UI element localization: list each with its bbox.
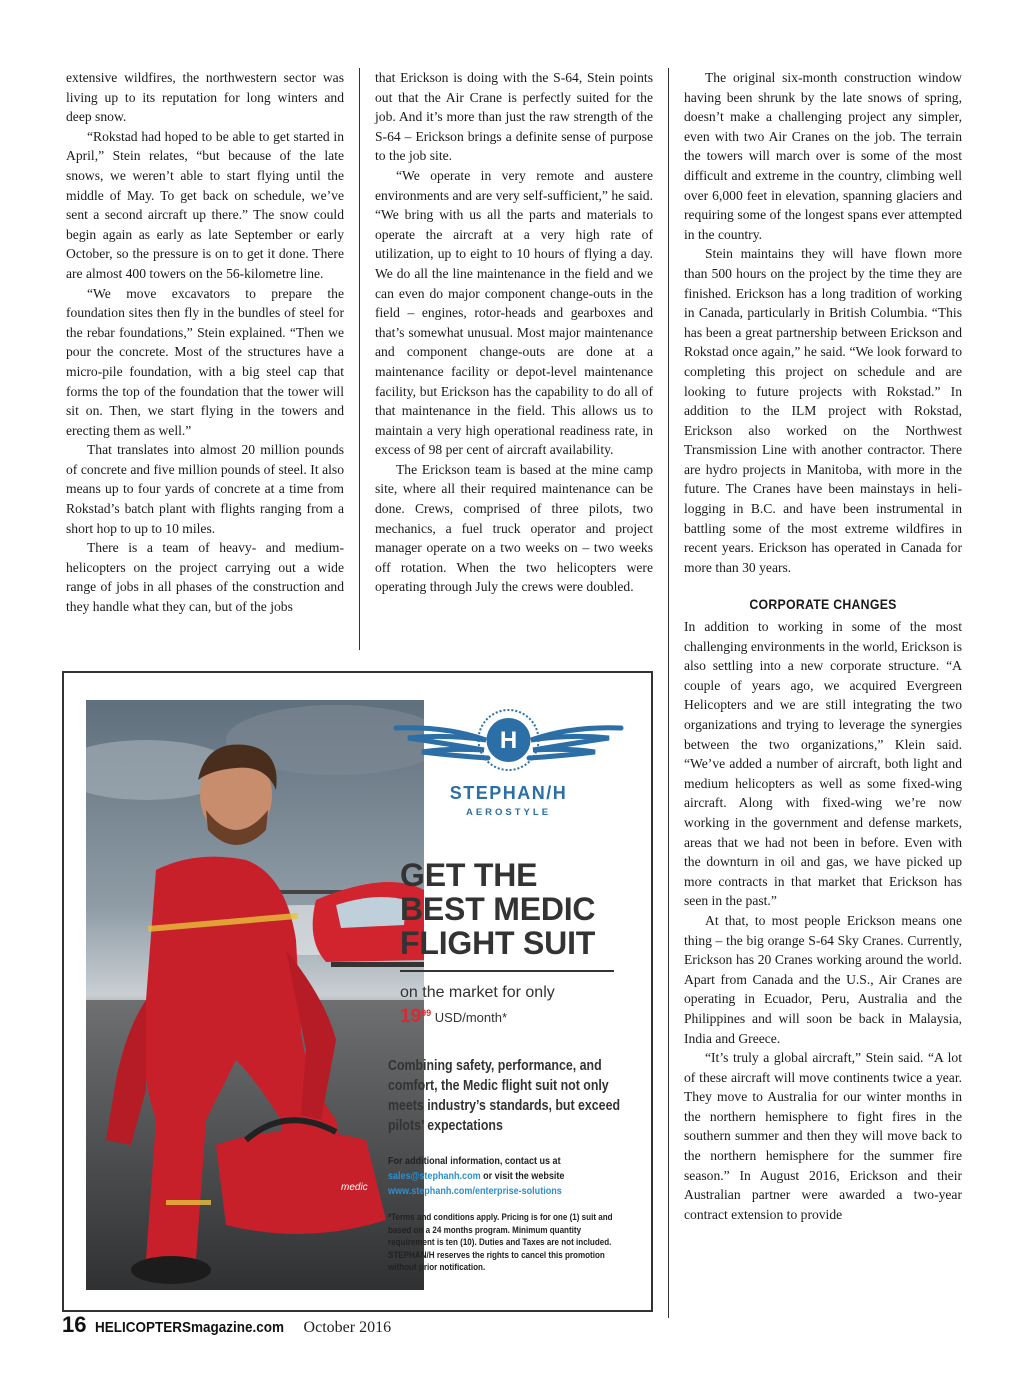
price-unit: USD/month* — [434, 1010, 508, 1025]
article-column-2 — [375, 68, 653, 597]
contact-info — [388, 1154, 620, 1199]
paragraph: The original six-month construction window having been shrunk by the late snows of spring, doesn’t make a challenging project any simpler, even with two Air Cranes on the job. The terrain the towers will march over is some of the most difficult and extreme in the country, climbing well over 6,000 feet in elevation, spanning glaciers and requiring some of the longest spans ever attempted in the country. — [684, 70, 962, 242]
paragraph: that Erickson is doing with the S-64, Stein points out that the Air Crane is perfectly suited for the job. And it’s more than just the raw strength of the S-64 – Erickson brings a definite sense of purpose to the job site. — [375, 70, 653, 164]
advertisement[interactable] — [62, 671, 653, 1312]
article-column-1 — [66, 68, 344, 617]
article-column-3 — [684, 68, 962, 1224]
page-number: 16 — [62, 1312, 87, 1337]
issue-date: October 2016 — [303, 1319, 392, 1336]
price-whole: 19 — [400, 1006, 422, 1027]
column-divider — [668, 68, 669, 1318]
brand-name: STEPHAN/H — [449, 783, 568, 803]
ad-divider — [400, 970, 614, 972]
page-footer — [62, 1312, 391, 1342]
market-text: on the market for only — [400, 984, 555, 1001]
svg-text:H: H — [499, 727, 518, 754]
bag-label: medic — [341, 1182, 368, 1193]
website-link[interactable]: www.stephanh.com/enterprise-solutions — [388, 1185, 562, 1197]
flight-suit-model-illustration — [86, 700, 424, 1290]
brand-tagline: AEROSTYLE — [465, 807, 552, 818]
column-divider — [359, 68, 360, 650]
headline-line: BEST MEDIC — [400, 891, 596, 927]
ad-photo — [86, 700, 424, 1290]
headline-line: GET THE — [400, 857, 538, 893]
paragraph: In addition to working in some of the most challenging environments in the world, Erickson is also settling into a new corporate structure. “A couple of years ago, we acquired Evergreen Helicopters and we are still integrating the two organizations and trying to leverage the synergies between the two organizations,” Klein said. “We’ve added a number of aircraft, both light and medium helicopters as well as some fixed-wing aircraft. Along with fixed-wing we’re now working in the government and defense markets, areas that we had not been in before. Even with the downturn in oil and gas, we have picked up more contracts in that market that Erickson has seen in the past.” — [684, 619, 962, 909]
price-cents: 99 — [421, 1008, 432, 1018]
brand-logo — [386, 700, 631, 818]
ad-headline — [400, 858, 631, 960]
terms-text: *Terms and conditions apply. Pricing is for one (1) suit and based on a 24 months program. Minimum quantity requirement is ten (10). Duties and Taxes are not included. STEPHAN/H reserves the rights to cancel this promotion without prior notification. — [388, 1211, 613, 1272]
paragraph: Stein maintains they will have flown more than 500 hours on the project by the time they are finished. Erickson has a long tradition of working in Canada, particularly in British Columbia. “This has been a great partnership between Erickson and Rokstad once again,” he said. “We look forward to completing this project on schedule and are looking to future projects with Rokstad.” In addition to the ILM project with Rokstad, Erickson also worked on the Northwest Transmission Line with another contractor. There are hydro projects in Manitoba, with more in the future. The Cranes have been mainstays in heli-logging in B.C. and have been instrumental in battling some of the most extreme wildfires in recent years. Erickson has operated in Canada for more than 30 years. — [684, 246, 962, 575]
paragraph: “We move excavators to prepare the foundation sites then fly in the bundles of steel for the rebar foundations,” Stein explained. “Then we pour the concrete. Most of the structures have a micro-pile foundation, with a big steel cap that forms the top of the foundation that the tower will sit on. Then, we start flying in the towers and erecting them as well.” — [66, 285, 344, 438]
contact-prefix: For additional information, contact us at — [388, 1155, 561, 1167]
paragraph: That translates into almost 20 million pounds of concrete and five million pounds of steel. It also means up to four yards of concrete at a time from Rokstad’s batch plant with flights ranging from a short hop to up to 10 miles. — [66, 442, 344, 536]
ad-copy — [386, 700, 631, 1274]
email-link[interactable]: sales@stephanh.com — [388, 1170, 481, 1182]
paragraph: At that, to most people Erickson means one thing – the big orange S-64 Sky Cranes. Currently, Erickson has 20 Cranes working around the world. Apart from Canada and the U.S., Air Cranes are operating in Ecuador, Peru, Australia and the Philippines and will soon be back in Malaysia, India and Greece. — [684, 912, 962, 1046]
paragraph: “Rokstad had hoped to be able to get started in April,” Stein relates, “but because of the late snows, we weren’t able to start flying until the middle of May. To get back on schedule, we’ve sent a second aircraft up there.” The snow could begin again as early as late September or early October, so the pressure is on to get it done. There are almost 400 towers on the 56-kilometre line. — [66, 128, 344, 281]
magazine-url[interactable]: HELICOPTERSmagazine.com — [95, 1319, 285, 1336]
price — [400, 1006, 631, 1028]
paragraph: There is a team of heavy- and medium-helicopters on the project carrying out a wide range of jobs in all phases of the construction and they handle what they can, but of the jobs — [66, 540, 344, 615]
headline-line: FLIGHT SUIT — [400, 925, 596, 961]
section-subheading: CORPORATE CHANGES — [749, 596, 897, 613]
paragraph: “It’s truly a global aircraft,” Stein said. “A lot of these aircraft will move continents twice a year. They move to Australia for our winter months in the northern hemisphere to fight fires in the southern summer and then they will move back to the northern hemisphere for the summer fire season.” In August 2016, Erickson and their Australian partner were awarded a two-year contract extension to provide — [684, 1050, 962, 1222]
winged-h-logo-icon — [386, 700, 631, 776]
paragraph: extensive wildfires, the northwestern sector was living up to its reputation for long winters and deep snow. — [66, 70, 344, 125]
ad-pitch: Combining safety, performance, and comfort, the Medic flight suit not only meets industry’s standards, but exceed pilots’ expectations — [388, 1058, 621, 1134]
paragraph: “We operate in very remote and austere environments and are very self-sufficient,” he said. “We bring with us all the parts and materials to operate the aircraft at a very high rate of utilization, up to eight to 10 hours of flying a day. We do all the line maintenance in the field and we can even do major component change-outs in the field – engines, rotor-heads and gearboxes and that’s somewhat unusual. Most major maintenance and component change-outs are done at a maintenance facility or depot-level maintenance facility, but Erickson has the capability to do all of that maintenance in the field. This allows us to maintain a very high operational readiness rate, in excess of 98 per cent of aircraft availability. — [375, 167, 653, 458]
contact-mid: or visit the website — [483, 1170, 565, 1182]
paragraph: The Erickson team is based at the mine camp site, where all their required maintenance can be done. Crews, comprised of three pilots, two mechanics, a fuel truck operator and project manager operate on a two weeks on – two weeks off rotation. When the two helicopters were operating through July the crews were doubled. — [375, 461, 653, 595]
